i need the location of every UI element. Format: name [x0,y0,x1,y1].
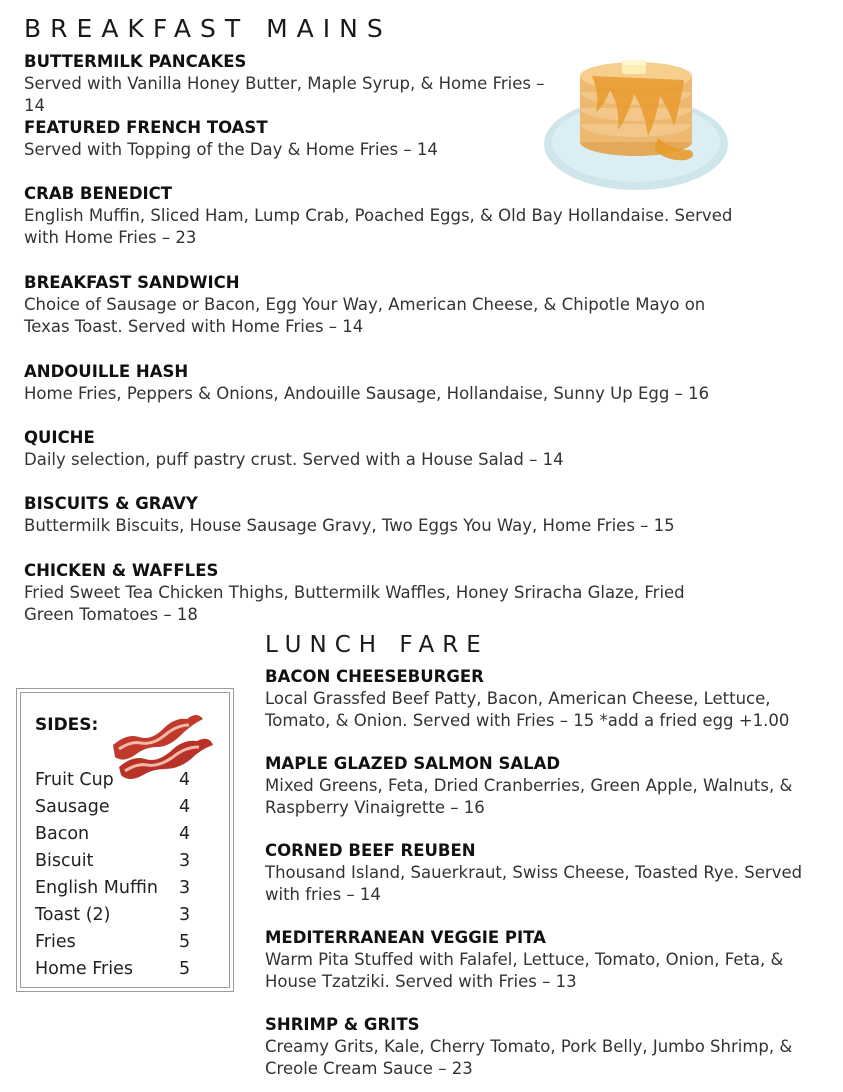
side-item-price: 3 [179,878,191,898]
side-item [35,794,195,821]
menu-item-name: MEDITERRANEAN VEGGIE PITA [265,928,546,947]
menu-item [265,753,805,819]
menu-item [265,927,805,993]
menu-item-name: CORNED BEEF REUBEN [265,841,476,860]
menu-item-name: ANDOUILLE HASH [24,362,189,381]
menu-item-name: BREAKFAST SANDWICH [24,273,240,292]
menu-item-description: Thousand Island, Sauerkraut, Swiss Cheese, Toasted Rye. Served with fries – 14 [265,863,803,904]
menu-item-name: BACON CHEESEBURGER [265,667,484,686]
side-item-price: 3 [179,851,191,871]
side-item-price: 5 [179,959,191,979]
side-item-name: English Muffin [35,878,158,898]
side-item-name: Biscuit [35,851,94,871]
menu-item [24,493,764,537]
sides-list [35,767,195,983]
side-item [35,875,195,902]
menu-item-description: Fried Sweet Tea Chicken Thighs, Buttermilk Waffles, Honey Sriracha Glaze, Fried Green Tomatoes – 18 [24,583,685,624]
menu-item-name: FEATURED FRENCH TOAST [24,118,268,137]
menu-item [24,361,764,405]
menu-item-description: Warm Pita Stuffed with Falafel, Lettuce, Tomato, Onion, Feta, & House Tzatziki. Served with Fries – 13 [265,950,784,991]
menu-item [24,117,524,161]
side-item-price: 3 [179,905,191,925]
side-item-price: 4 [179,824,191,844]
menu-item-name: CHICKEN & WAFFLES [24,561,219,580]
pancake-stack-icon [540,46,736,196]
sides-title: SIDES: [35,715,99,735]
side-item-name: Fruit Cup [35,770,114,790]
side-item-name: Bacon [35,824,90,844]
side-item-price: 4 [179,797,191,817]
menu-item-description: English Muffin, Sliced Ham, Lump Crab, Poached Eggs, & Old Bay Hollandaise. Served with Home Fries – 23 [24,206,733,247]
menu-item-name: SHRIMP & GRITS [265,1015,420,1034]
menu-item-name: BISCUITS & GRAVY [24,494,198,513]
side-item [35,848,195,875]
side-item-name: Fries [35,932,76,952]
side-item-name: Toast (2) [35,905,111,925]
side-item [35,902,195,929]
side-item-name: Home Fries [35,959,133,979]
menu-item-name: QUICHE [24,428,95,447]
side-item [35,821,195,848]
menu-item [24,272,744,338]
side-item-price: 4 [179,770,191,790]
side-item-name: Sausage [35,797,110,817]
menu-item [24,560,734,626]
menu-item-description: Mixed Greens, Feta, Dried Cranberries, Green Apple, Walnuts, & Raspberry Vinaigrette – 16 [265,776,793,817]
menu-item-description: Choice of Sausage or Bacon, Egg Your Way, American Cheese, & Chipotle Mayo on Texas Toast. Served with Home Fries – 14 [24,295,706,336]
menu-item-description: Buttermilk Biscuits, House Sausage Gravy, Two Eggs You Way, Home Fries – 15 [24,516,675,535]
lunch-section-title: LUNCH FARE [265,632,489,658]
menu-item [265,1014,805,1080]
menu-item-description: Home Fries, Peppers & Onions, Andouille Sausage, Hollandaise, Sunny Up Egg – 16 [24,384,710,403]
menu-item [265,840,805,906]
menu-item-name: CRAB BENEDICT [24,184,173,203]
menu-item [24,427,764,471]
menu-item-description: Daily selection, puff pastry crust. Served with a House Salad – 14 [24,450,564,469]
sides-box [16,688,234,992]
menu-item [24,51,564,117]
menu-item-description: Local Grassfed Beef Patty, Bacon, American Cheese, Lettuce, Tomato, & Onion. Served with Fries – 15 *add a fried egg +1.00 [265,689,790,730]
side-item [35,929,195,956]
side-item [35,956,195,983]
breakfast-section-title: BREAKFAST MAINS [24,14,392,43]
menu-item-name: BUTTERMILK PANCAKES [24,52,247,71]
menu-item-description: Served with Vanilla Honey Butter, Maple Syrup, & Home Fries – 14 [24,74,545,115]
menu-item-description: Served with Topping of the Day & Home Fries – 14 [24,140,438,159]
menu-item-name: MAPLE GLAZED SALMON SALAD [265,754,561,773]
menu-item-description: Creamy Grits, Kale, Cherry Tomato, Pork Belly, Jumbo Shrimp, & Creole Cream Sauce – 23 [265,1037,793,1078]
side-item-price: 5 [179,932,191,952]
side-item [35,767,195,794]
menu-item [265,666,805,732]
